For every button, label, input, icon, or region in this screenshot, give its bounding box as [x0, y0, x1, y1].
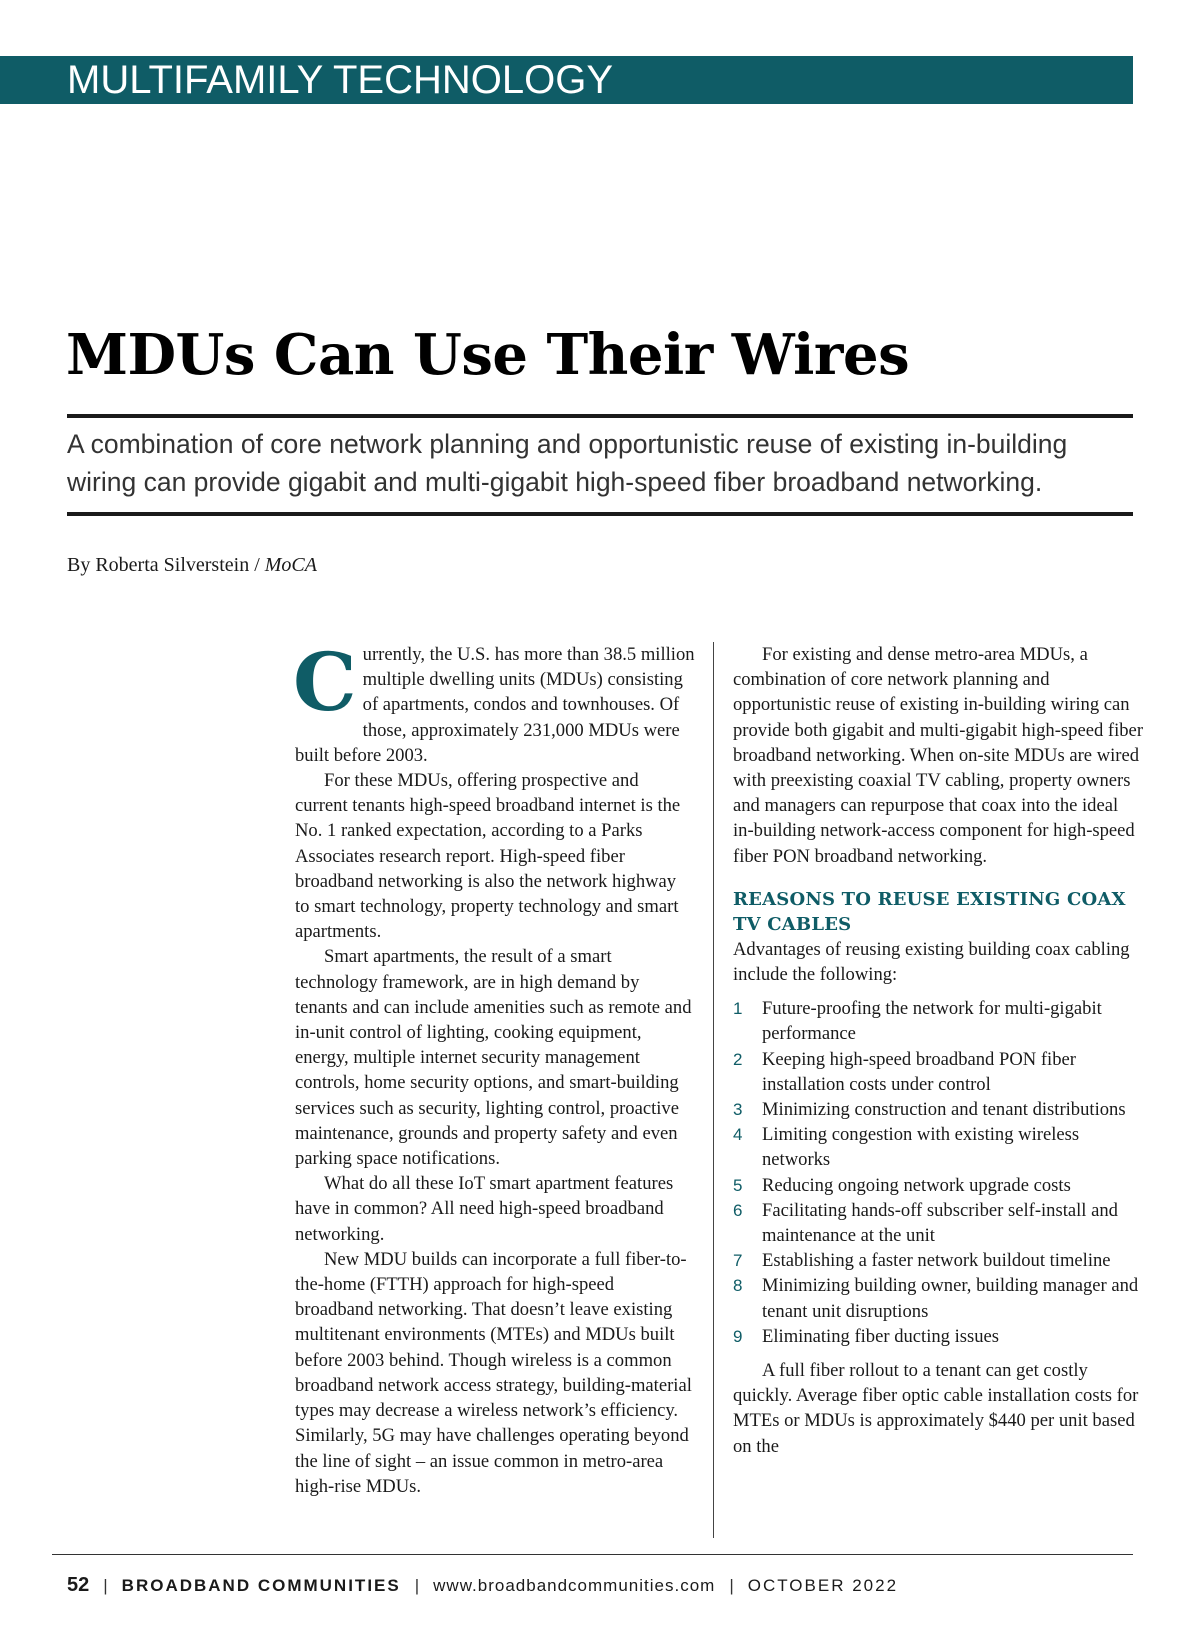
section-label: MULTIFAMILY TECHNOLOGY	[67, 58, 614, 102]
body-column-right	[733, 642, 1143, 1459]
body-paragraph: New MDU builds can incorporate a full fiber-to-the-home (FTTH) approach for high-speed broadband networking. That doesn’t leave existing multitenant environments (MTEs) and MDUs built before 2003 behind. Though wireless is a common broadband network access strategy, building-material types may decrease a wireless network’s efficiency. Similarly, 5G may have challenges operating beyond the line of sight – an issue common in metro-area high-rise MDUs.	[295, 1248, 692, 1497]
list-number: 3	[733, 1100, 743, 1120]
list-item-text: Minimizing construction and tenant distributions	[762, 1099, 1126, 1121]
list-number: 4	[733, 1125, 743, 1145]
byline	[67, 552, 317, 578]
list-number: 8	[733, 1276, 743, 1296]
list-item	[733, 1122, 1143, 1172]
list-number: 7	[733, 1251, 743, 1271]
dek-top-rule	[67, 414, 1133, 418]
list-item	[733, 1248, 1143, 1273]
publication-url: www.broadbandcommunities.com	[433, 1576, 716, 1595]
issue-date: OCTOBER 2022	[747, 1576, 899, 1595]
body-paragraph: For these MDUs, offering prospective and current tenants high-speed broadband internet is the No. 1 ranked expectation, according to a Parks Associates research report. High-speed fiber broadband networking is also the network highway to smart technology, property technology and smart apartments.	[295, 770, 681, 943]
list-item	[733, 1273, 1143, 1323]
advantages-list	[733, 996, 1143, 1349]
list-item	[733, 996, 1143, 1046]
page-number: 52	[67, 1574, 90, 1596]
list-number: 5	[733, 1175, 743, 1195]
dek-bottom-rule	[67, 512, 1133, 516]
body-paragraph: A full fiber rollout to a tenant can get costly quickly. Average fiber optic cable installation costs for MTEs or MDUs is approximately $440 per unit based on the	[733, 1360, 1139, 1457]
publication-name: BROADBAND COMMUNITIES	[121, 1576, 401, 1595]
list-item	[733, 1324, 1143, 1349]
footer-separator: |	[414, 1576, 420, 1595]
list-item-text: Minimizing building owner, building manager and tenant unit disruptions	[762, 1275, 1139, 1322]
section-subhead: REASONS TO REUSE EXISTING COAX TV CABLES	[733, 888, 1126, 935]
list-intro: Advantages of reusing existing building coax cabling include the following:	[733, 938, 1130, 986]
list-item	[733, 1097, 1143, 1122]
list-item	[733, 1047, 1143, 1097]
list-item-text: Limiting congestion with existing wireless networks	[762, 1124, 1080, 1171]
list-item	[733, 1198, 1143, 1248]
footer-separator: |	[729, 1576, 734, 1595]
list-item-text: Establishing a faster network buildout timeline	[762, 1250, 1111, 1272]
body-paragraph	[293, 635, 695, 768]
body-column-left	[293, 635, 695, 1499]
footer-rule	[52, 1554, 1133, 1555]
list-number: 2	[733, 1049, 743, 1069]
drop-cap: C	[293, 635, 357, 729]
body-paragraph: Smart apartments, the result of a smart technology framework, are in high demand by tenants and can include amenities such as remote and in-unit control of lighting, cooking equipment, energy, multiple internet security management controls, home security options, and smart-building services such as security, lighting control, proactive maintenance, grounds and property safety and even parking space notifications.	[295, 946, 692, 1170]
list-item	[733, 1173, 1143, 1198]
body-paragraph: What do all these IoT smart apartment features have in common? All need high-speed broadband networking.	[295, 1173, 674, 1245]
page-footer	[67, 1573, 898, 1598]
list-number: 6	[733, 1200, 743, 1220]
list-item-text: Eliminating fiber ducting issues	[762, 1325, 1000, 1347]
body-paragraph-text: urrently, the U.S. has more than 38.5 million multiple dwelling units (MDUs) consisting of apartments, condos and townhouses. Of those, approximately 231,000 MDUs were built before 2003.	[295, 644, 695, 766]
article-headline: MDUs Can Use Their Wires	[66, 322, 910, 388]
list-number: 1	[733, 999, 743, 1019]
list-item-text: Future-proofing the network for multi-gigabit performance	[762, 998, 1102, 1045]
list-item-text: Keeping high-speed broadband PON fiber installation costs under control	[762, 1048, 1076, 1095]
list-item-text: Reducing ongoing network upgrade costs	[762, 1174, 1071, 1196]
list-item-text: Facilitating hands-off subscriber self-install and maintenance at the unit	[762, 1199, 1118, 1247]
list-number: 9	[733, 1326, 743, 1346]
byline-author: By Roberta Silverstein /	[67, 554, 265, 576]
body-paragraph: For existing and dense metro-area MDUs, a combination of core network planning and opportunistic reuse of existing in-building wiring can provide both gigabit and multi-gigabit high-speed fiber broadband networking. When on-site MDUs are wired with preexisting coaxial TV cabling, property owners and managers can repurpose that coax into the ideal in-building network-access component for high-speed fiber PON broadband networking.	[733, 644, 1144, 867]
footer-separator: |	[103, 1576, 108, 1595]
column-divider	[713, 642, 714, 1538]
article-dek: A combination of core network planning and opportunistic reuse of existing in-building wiring can provide gigabit and multi-gigabit high-speed fiber broadband networking.	[67, 429, 1068, 497]
byline-affiliation: MoCA	[264, 554, 317, 576]
